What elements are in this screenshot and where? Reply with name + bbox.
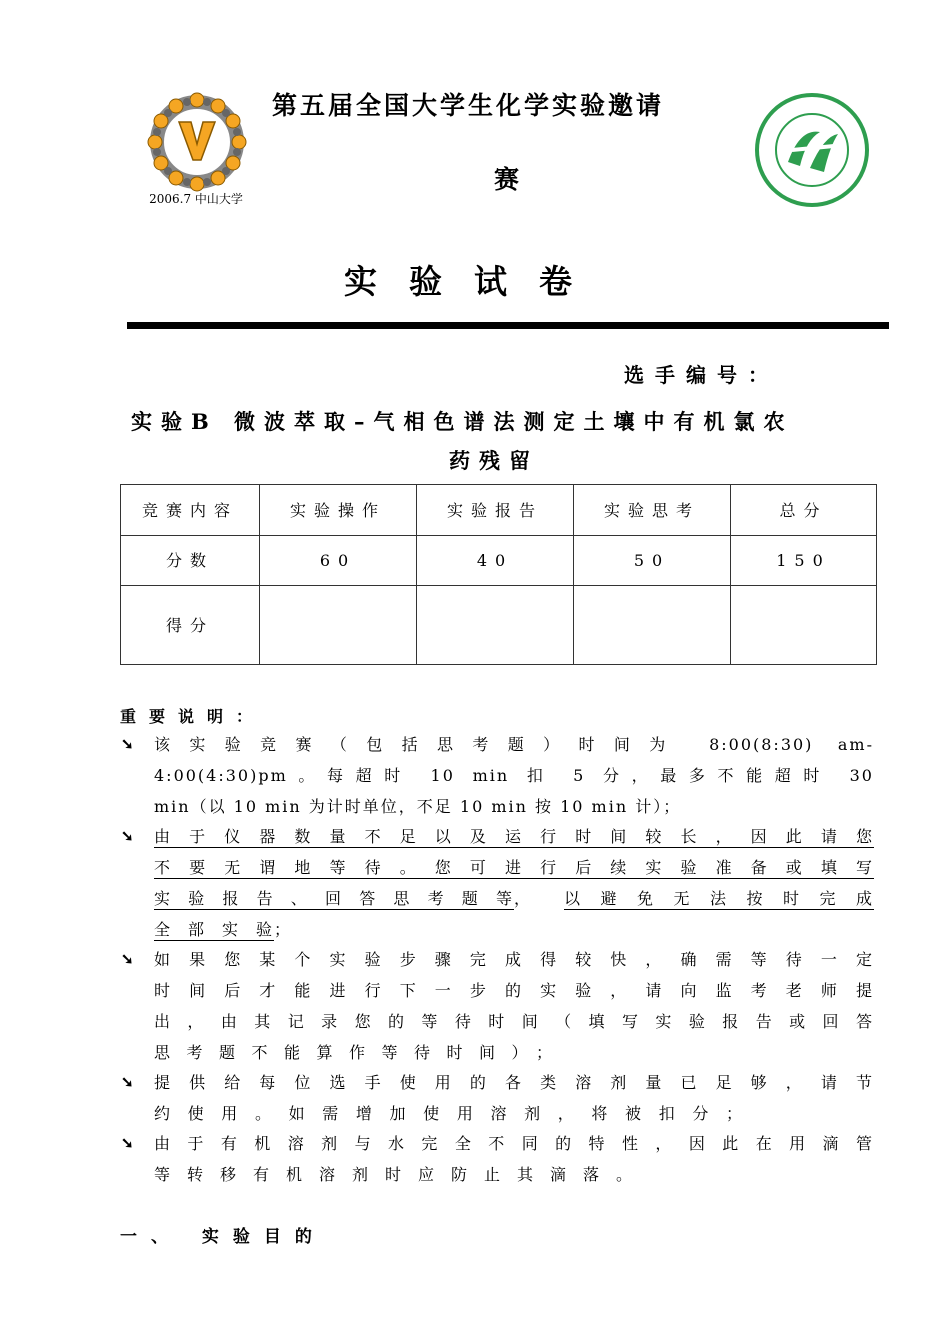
table-cell: 40 — [417, 536, 574, 586]
list-item — [154, 821, 874, 945]
note-line: 出，由其记录您的等待时间（填写实验报告或回答 — [154, 1012, 874, 1031]
list-item — [154, 944, 874, 1068]
note-line: min（以 10 min 为计时单位，不足 10 min 按 10 min 计）； — [154, 797, 682, 816]
table-header-cell: 实验报告 — [417, 485, 574, 536]
table-header-cell: 实验操作 — [260, 485, 417, 536]
logo-caption: 2006.7 中山大学 — [149, 192, 243, 206]
note-line-underlined: 实验报告、回答思考题等 — [154, 889, 514, 908]
arrow-bullet-icon: ➘ — [121, 1073, 134, 1091]
table-header-row — [121, 485, 877, 536]
competition-title-line1: 第五届全国大学生化学实验邀请 — [272, 91, 665, 120]
note-line: 4:00(4:30)pm。每超时 10 min 扣 5 分，最多不能超时 30 — [154, 766, 874, 785]
note-line: 由于仪器数量不足以及运行时间较长，因此请您 — [154, 827, 874, 846]
competition-title-line2: 赛 — [494, 165, 520, 194]
note-line-underlined: 全部实验 — [154, 920, 274, 939]
table-cell[interactable] — [417, 586, 574, 665]
table-cell[interactable] — [731, 586, 877, 665]
experiment-title-line1: 实验B 微波萃取–气相色谱法测定土壤中有机氯农 — [131, 409, 794, 434]
note-line: 等转移有机溶剂时应防止其滴落。 — [154, 1165, 634, 1184]
competition-logo — [143, 88, 251, 206]
note-line: 该实验竞赛（包括思考题）时间为 8:00(8:30) am- — [154, 735, 874, 754]
arrow-bullet-icon: ➘ — [121, 950, 134, 968]
note-line: 提供给每位选手使用的各类溶剂量已足够，请节 — [154, 1073, 874, 1092]
table-cell[interactable] — [260, 586, 417, 665]
note-line-semicolon: ； — [274, 920, 293, 939]
list-item — [154, 1128, 874, 1190]
note-line-comma: ， — [514, 889, 533, 908]
score-table — [120, 484, 877, 665]
table-cell[interactable] — [574, 586, 731, 665]
table-cell: 150 — [731, 536, 877, 586]
table-row — [121, 536, 877, 586]
table-header-cell: 竞赛内容 — [121, 485, 260, 536]
note-line: 如果您某个实验步骤完成得较快，确需等待一定 — [154, 950, 874, 969]
notes-title: 重要说明： — [120, 707, 266, 726]
arrow-bullet-icon: ➘ — [121, 735, 134, 753]
table-cell: 分数 — [121, 536, 260, 586]
table-row — [121, 586, 877, 665]
section-heading: 一、 实验目的 — [120, 1227, 326, 1247]
table-header-cell: 总分 — [731, 485, 877, 536]
note-line-underlined: 以避免无法按时完成 — [564, 889, 874, 908]
page-title: 实验试卷 — [344, 262, 604, 301]
arrow-bullet-icon: ➘ — [121, 1134, 134, 1152]
table-header-cell: 实验思考 — [574, 485, 731, 536]
note-line: 约使用。如需增加使用溶剂，将被扣分； — [154, 1104, 744, 1123]
note-line: 思考题不能算作等待时间）； — [154, 1043, 554, 1062]
school-seal — [754, 92, 870, 208]
arrow-bullet-icon: ➘ — [121, 827, 134, 845]
table-cell: 得分 — [121, 586, 260, 665]
title-divider — [127, 322, 889, 329]
player-number-label: 选手编号： — [624, 363, 779, 387]
experiment-title-line2: 药残留 — [449, 448, 539, 473]
note-line: 由于有机溶剂与水完全不同的特性，因此在用滴管 — [154, 1134, 874, 1153]
table-cell: 50 — [574, 536, 731, 586]
list-item — [154, 1067, 874, 1129]
note-line: 不要无谓地等待。您可进行后续实验准备或填写 — [154, 858, 874, 877]
table-cell: 60 — [260, 536, 417, 586]
molecule-ring-icon — [148, 93, 246, 191]
list-item — [154, 729, 874, 822]
note-line: 时间后才能进行下一步的实验，请向监考老师提 — [154, 981, 874, 1000]
